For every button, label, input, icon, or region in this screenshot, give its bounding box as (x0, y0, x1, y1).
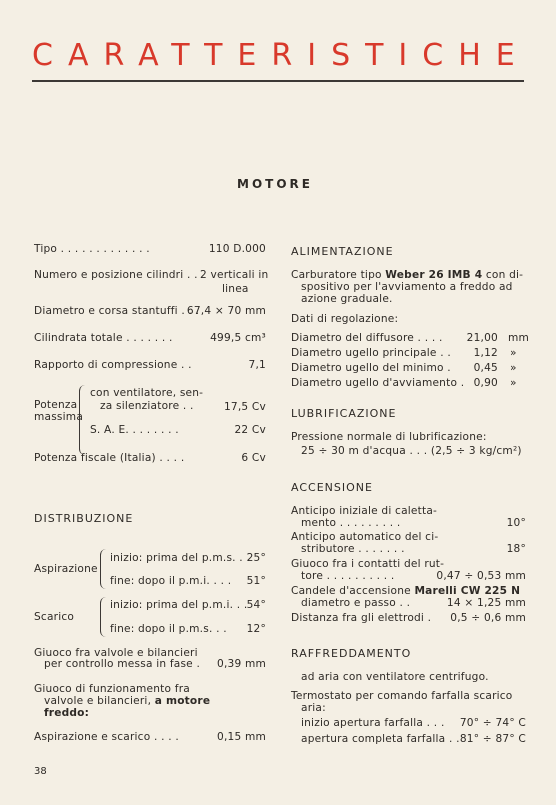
title-rule (32, 80, 524, 82)
termostato-line1: Termostato per comando farfalla scarico (291, 690, 513, 702)
lubrificazione-line1: Pressione normale di lubrificazione: (291, 431, 487, 443)
anticipo-automatico-line1: Anticipo automatico del ci- (291, 531, 439, 543)
anticipo-automatico-line2: stributore . . . . . . . (301, 543, 405, 555)
accensione-heading: ACCENSIONE (291, 481, 373, 494)
alim-row-unit: mm (508, 332, 530, 344)
aspirazione-fine-value: 51° (246, 575, 266, 587)
alim-row-label: Diametro del diffusore . . . . (291, 332, 443, 344)
dati-regolazione: Dati di regolazione: (291, 313, 399, 325)
page-number: 38 (34, 766, 47, 777)
fiscale-value: 6 Cv (241, 452, 266, 464)
giuoco-contatti-value: 0,47 ÷ 0,53 mm (436, 570, 526, 582)
distanza-value: 0,5 ÷ 0,6 mm (450, 612, 526, 624)
raffreddamento-line1: ad aria con ventilatore centrifugo. (301, 671, 489, 683)
potenza-b-label: S. A. E. . . . . . . . (90, 424, 179, 436)
carburatore-line2: spositivo per l'avviamento a freddo ad (301, 281, 513, 293)
fiscale-label: Potenza fiscale (Italia) . . . . (34, 452, 185, 464)
potenza-a-value: 17,5 Cv (223, 401, 266, 413)
giuoco-funz-line2: valvole e bilancieri, a motore (44, 695, 211, 707)
alim-row-unit: » (510, 377, 517, 389)
lubrificazione-line2: 25 ÷ 30 m d'acqua . . . (2,5 ÷ 3 kg/cm²) (301, 445, 522, 457)
scarico-inizio: inizio: prima del p.m.i. . . (110, 599, 248, 611)
tipo-value: 110 D.000 (208, 243, 266, 255)
diametro-label: Diametro e corsa stantuffi . . . (34, 305, 200, 317)
giuoco-contatti-line2: tore . . . . . . . . . . (301, 570, 395, 582)
apertura-completa-value: 81° ÷ 87° C (459, 733, 526, 745)
scarico-fine-value: 12° (246, 623, 266, 635)
rapporto-value: 7,1 (248, 359, 266, 371)
potenza-label-1: Potenza (34, 399, 78, 411)
distanza-label: Distanza fra gli elettrodi . (291, 612, 432, 624)
scarico-fine: fine: dopo il p.m.s. . . (110, 623, 227, 635)
alimentazione-heading: ALIMENTAZIONE (291, 245, 394, 258)
giuoco-valvole-line1: Giuoco fra valvole e bilancieri (34, 647, 198, 659)
termostato-line2: aria: (301, 702, 326, 714)
carburatore-line1: Carburatore tipo Weber 26 IMB 4 con di- (291, 269, 524, 281)
lubrificazione-heading: LUBRIFICAZIONE (291, 407, 397, 420)
candele-line1: Candele d'accensione Marelli CW 225 N (291, 585, 521, 597)
page-title: CARATTERISTICHE (32, 38, 530, 73)
numero-label: Numero e posizione cilindri . . (34, 269, 198, 281)
scarico-brace (100, 597, 106, 637)
anticipo-iniziale-line2: mento . . . . . . . . . (301, 517, 401, 529)
candele-value: 14 × 1,25 mm (446, 597, 526, 609)
tipo-label: Tipo . . . . . . . . . . . . . (34, 243, 150, 255)
candele-line2: diametro e passo . . (301, 597, 411, 609)
carburatore-line3: azione graduale. (301, 293, 393, 305)
aspirazione-inizio-value: 25° (246, 552, 266, 564)
inizio-apertura-value: 70° ÷ 74° C (459, 717, 526, 729)
potenza-b-value: 22 Cv (234, 424, 266, 436)
giuoco-funz-line3: freddo: (44, 707, 90, 719)
anticipo-iniziale-line1: Anticipo iniziale di caletta- (291, 505, 438, 517)
anticipo-automatico-value: 18° (506, 543, 526, 555)
potenza-a-line2: za silenziatore . . (100, 400, 194, 412)
potenza-label-2: massima (34, 411, 84, 423)
potenza-a-line1: con ventilatore, sen- (90, 387, 204, 399)
alim-row-value: 0,90 (473, 377, 498, 389)
giuoco-funz-line1: Giuoco di funzionamento fra (34, 683, 190, 695)
motore-heading: MOTORE (237, 177, 313, 191)
numero-value-2: linea (222, 283, 249, 295)
inizio-apertura-label: inizio apertura farfalla . . . (301, 717, 445, 729)
cilindrata-value: 499,5 cm³ (210, 332, 266, 344)
alim-row-value: 1,12 (473, 347, 498, 359)
alim-row-unit: » (510, 347, 517, 359)
alim-row-unit: » (510, 362, 517, 374)
alim-row-value: 0,45 (473, 362, 498, 374)
asp-scarico-label: Aspirazione e scarico . . . . (34, 731, 179, 743)
potenza-brace (79, 385, 86, 455)
cilindrata-label: Cilindrata totale . . . . . . . (34, 332, 173, 344)
aspirazione-inizio: inizio: prima del p.m.s. . . (110, 552, 251, 564)
giuoco-valvole-value: 0,39 mm (217, 658, 266, 670)
asp-scarico-value: 0,15 mm (217, 731, 266, 743)
giuoco-contatti-line1: Giuoco fra i contatti del rut- (291, 558, 445, 570)
raffreddamento-heading: RAFFREDDAMENTO (291, 647, 412, 660)
alim-row-value: 21,00 (466, 332, 498, 344)
scarico-label: Scarico (34, 611, 75, 623)
numero-value-1: 2 verticali in (200, 269, 269, 281)
aspirazione-brace (100, 549, 106, 589)
rapporto-label: Rapporto di compressione . . (34, 359, 192, 371)
giuoco-valvole-line2: per controllo messa in fase . (44, 658, 201, 670)
aspirazione-fine: fine: dopo il p.m.i. . . . (110, 575, 232, 587)
distribuzione-heading: DISTRIBUZIONE (34, 512, 134, 525)
apertura-completa-label: apertura completa farfalla . . (301, 733, 460, 745)
alim-row-label: Diametro ugello del minimo . (291, 362, 451, 374)
scarico-inizio-value: 54° (246, 599, 266, 611)
diametro-value: 67,4 × 70 mm (186, 305, 266, 317)
alim-row-label: Diametro ugello principale . . (291, 347, 451, 359)
anticipo-iniziale-value: 10° (506, 517, 526, 529)
alim-row-label: Diametro ugello d'avviamento . (291, 377, 465, 389)
aspirazione-label: Aspirazione (34, 563, 98, 575)
